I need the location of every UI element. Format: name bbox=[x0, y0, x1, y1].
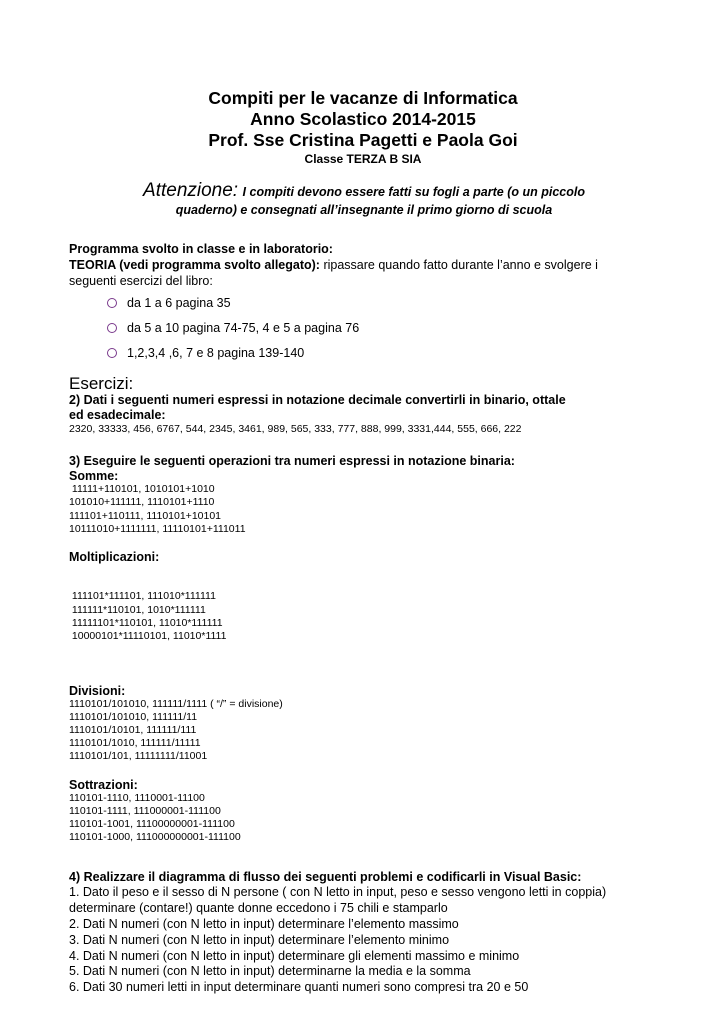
attention-label: Attenzione: bbox=[143, 180, 239, 201]
list-item: 111101*111101, 111010*111111 bbox=[69, 590, 216, 603]
teoria-label: TEORIA (vedi programma svolto allegato): bbox=[69, 258, 320, 272]
list-item: da 5 a 10 pagina 74-75, 4 e 5 a pagina 76 bbox=[107, 320, 659, 336]
list-item: 1110101/10101, 111111/111 bbox=[69, 724, 197, 737]
list-item: da 1 a 6 pagina 35 bbox=[107, 295, 659, 311]
teoria-paragraph bbox=[69, 257, 659, 273]
esercizi-title: Esercizi: bbox=[69, 374, 134, 393]
teoria-text-2: seguenti esercizi del libro: bbox=[69, 274, 213, 288]
teoria-text: ripassare quando fatto durante l’anno e svolgere i bbox=[319, 258, 598, 272]
sottrazioni-label: Sottrazioni: bbox=[69, 777, 138, 792]
list-item: 111101+110111, 1110101+10101 bbox=[69, 509, 222, 522]
exercise-2 bbox=[69, 393, 659, 436]
list-item: 1110101/101, 11111111/11001 bbox=[69, 750, 208, 763]
list-item: 4. Dati N numeri (con N letto in input) determinare gli elementi massimo e minimo bbox=[69, 948, 520, 963]
divisioni-lines bbox=[69, 698, 659, 764]
attention-text-1: I compiti devono essere fatti su fogli a parte (o un piccolo bbox=[242, 185, 585, 199]
list-item: 110101-1110, 1110001-11100 bbox=[69, 791, 205, 804]
list-item: 3. Dati N numeri (con N letto in input) determinare l’elemento minimo bbox=[69, 932, 450, 947]
circle-bullet-icon bbox=[107, 348, 117, 358]
list-item: 2. Dati N numeri (con N letto in input) determinare l’elemento massimo bbox=[69, 917, 459, 932]
teachers: Prof. Sse Cristina Pagetti e Paola Goi bbox=[208, 130, 518, 150]
exercise-2-numbers: 2320, 33333, 456, 6767, 544, 2345, 3461, 989, 565, 333, 777, 888, 999, 3331,444, 555, 666, 222 bbox=[69, 423, 522, 435]
list-item: 110101-1001, 11100000001-111100 bbox=[69, 818, 235, 831]
list-item: 10000101*11110101, 11010*1111 bbox=[69, 630, 227, 643]
list-item: 10111010+1111111, 11110101+111011 bbox=[69, 522, 246, 535]
list-item: 5. Dati N numeri (con N letto in input) determinarne la media e la somma bbox=[69, 964, 471, 979]
exercise-2-heading-1: 2) Dati i seguenti numeri espressi in notazione decimale convertirli in binario, ottale bbox=[69, 393, 566, 407]
circle-bullet-icon bbox=[107, 298, 117, 308]
list-item: 101010+111111, 1110101+1110 bbox=[69, 496, 215, 509]
exercise-list bbox=[69, 295, 659, 361]
list-item: 111111*110101, 1010*111111 bbox=[69, 603, 206, 616]
attention-text-2: quaderno) e consegnati all’insegnante il primo giorno di scuola bbox=[175, 203, 553, 217]
exercise-4 bbox=[69, 870, 659, 996]
moltiplicazioni-lines bbox=[69, 564, 659, 670]
exercise-4-lines bbox=[69, 885, 659, 996]
class-name: Classe TERZA B SIA bbox=[304, 152, 422, 166]
list-item: 1,2,3,4 ,6, 7 e 8 pagina 139-140 bbox=[107, 345, 659, 361]
school-year: Anno Scolastico 2014-2015 bbox=[250, 109, 476, 129]
list-item: 1. Dato il peso e il sesso di N persone ( con N letto in input, peso e sesso vengono letti in coppia) bbox=[69, 885, 607, 900]
title-block bbox=[67, 88, 659, 167]
list-item: 110101-1111, 111000001-111100 bbox=[69, 804, 221, 817]
exercise-3 bbox=[69, 454, 659, 844]
list-item: determinare (contare!) quante donne eccedono i 75 chili e stamparlo bbox=[69, 901, 448, 916]
exercise-4-heading: 4) Realizzare il diagramma di flusso dei seguenti problemi e codificarli in Visual Basic: bbox=[69, 870, 582, 885]
list-item: 11111+110101, 1010101+1010 bbox=[69, 483, 215, 496]
sottrazioni-lines bbox=[69, 792, 659, 845]
programma-heading: Programma svolto in classe e in laboratorio: bbox=[69, 242, 333, 256]
somme-label: Somme: bbox=[69, 469, 119, 484]
list-item: 1110101/1010, 111111/11111 bbox=[69, 737, 201, 750]
document-title: Compiti per le vacanze di Informatica bbox=[208, 88, 518, 108]
somme-lines bbox=[69, 483, 659, 536]
list-item: 1110101/101010, 111111/11 bbox=[69, 710, 198, 723]
circle-bullet-icon bbox=[107, 323, 117, 333]
divisioni-label: Divisioni: bbox=[69, 683, 126, 698]
attention-notice bbox=[69, 181, 659, 219]
list-item: 6. Dati 30 numeri letti in input determinare quanti numeri sono compresi tra 20 e 50 bbox=[69, 980, 529, 995]
moltiplicazioni-label: Moltiplicazioni: bbox=[69, 550, 160, 565]
list-item: 11111101*110101, 11010*111111 bbox=[69, 616, 223, 629]
exercise-3-heading: 3) Eseguire le seguenti operazioni tra numeri espressi in notazione binaria: bbox=[69, 454, 515, 469]
list-item: 110101-1000, 111000000001-111100 bbox=[69, 831, 241, 844]
list-item: 1110101/101010, 111111/1111 ( “/” = divisione) bbox=[69, 697, 283, 710]
document-page bbox=[69, 88, 659, 996]
exercise-2-heading-2: ed esadecimale: bbox=[69, 408, 166, 422]
programma-section bbox=[69, 241, 659, 361]
